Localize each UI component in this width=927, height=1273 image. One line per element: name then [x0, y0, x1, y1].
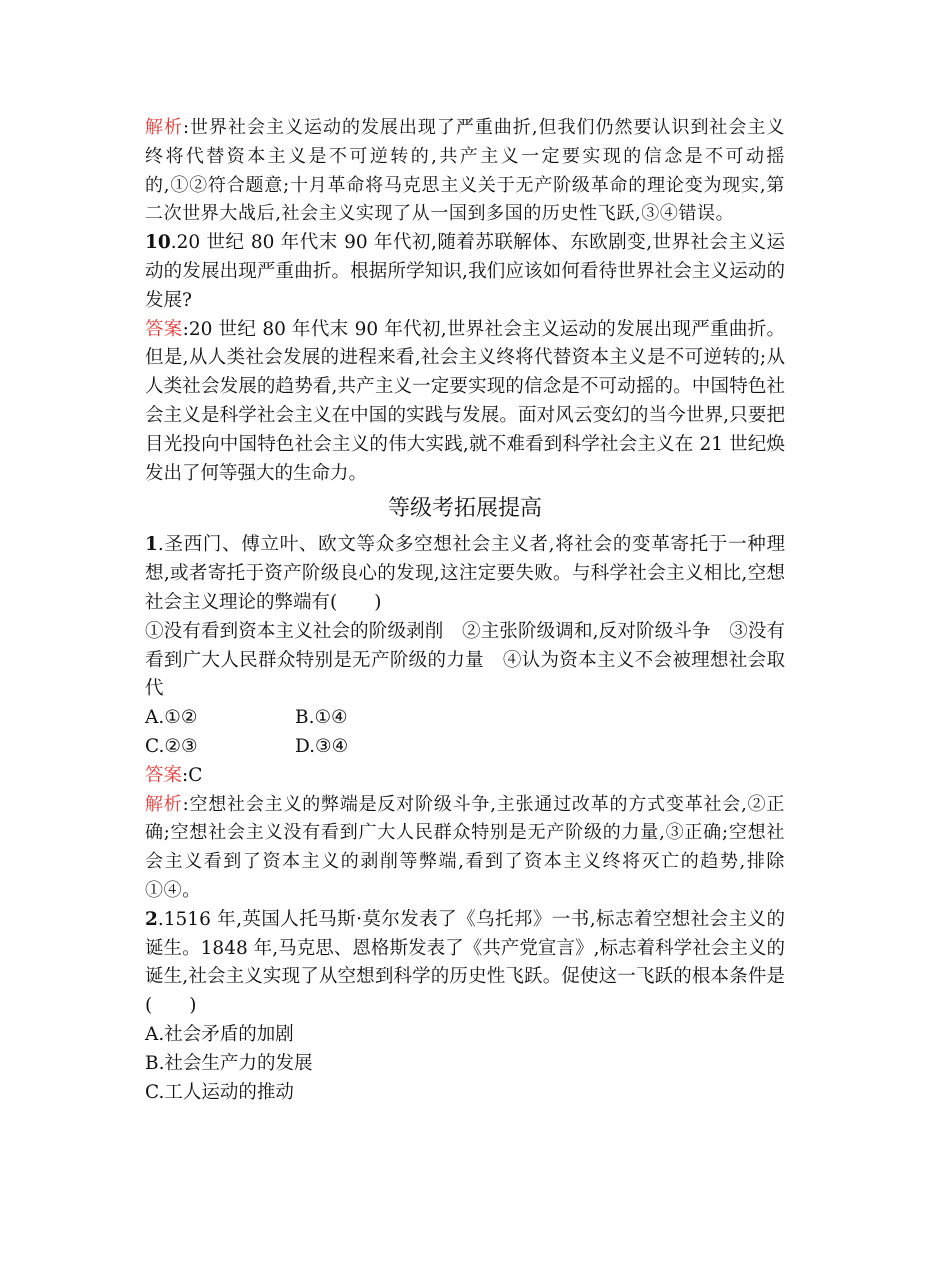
option-b: B.社会生产力的发展	[145, 1052, 313, 1074]
question-number: 10	[145, 232, 171, 254]
question-10	[145, 229, 785, 315]
question-1	[145, 531, 785, 617]
question-number: 2	[145, 908, 158, 930]
option-a: A.①②	[145, 707, 198, 729]
analysis-text: :空想社会主义的弊端是反对阶级斗争,主张通过改革的方式变革社会,②正确;空想社会主义没有看到广大人民群众特别是无产阶级的力量,③正确;空想社会主义看到了资本主义的剥削等弊端,看到了资本主义终将灭亡的趋势,排除①④。	[145, 793, 785, 901]
options-row-2	[145, 733, 785, 762]
section-heading: 等级考拓展提高	[387, 496, 542, 522]
question-number: 1	[145, 534, 158, 556]
analysis-label: 解析	[145, 117, 183, 138]
question-1-statements: ①没有看到资本主义社会的阶级剥削 ②主张阶级调和,反对阶级斗争 ③没有看到广大人民群众特别是无产阶级的力量 ④认为资本主义不会被理想社会取代	[145, 620, 785, 700]
option-d: D.③④	[295, 735, 349, 757]
option-a: A.社会矛盾的加剧	[145, 1023, 294, 1045]
document-page	[145, 114, 785, 1107]
question-text: .20 世纪 80 年代末 90 年代初,随着苏联解体、东欧剧变,世界社会主义运动的发展出现严重曲折。根据所学知识,我们应该如何看待世界社会主义运动的发展?	[145, 232, 785, 311]
answer-q1	[145, 762, 785, 791]
answer-label: 答案	[145, 764, 183, 786]
option-c: C.工人运动的推动	[145, 1081, 294, 1103]
option-c: C.②③	[145, 735, 198, 757]
analysis-label: 解析	[145, 793, 183, 815]
answer-label: 答案	[145, 318, 183, 340]
analysis-q9	[145, 114, 785, 229]
question-text: .圣西门、傅立叶、欧文等众多空想社会主义者,将社会的变革寄托于一种理想,或者寄托于资产阶级良心的发现,这注定要失败。与科学社会主义相比,空想社会主义理论的弊端有( )	[145, 534, 785, 613]
options-row-1	[145, 704, 785, 733]
answer-text: :C	[182, 764, 203, 786]
question-2	[145, 906, 785, 1021]
question-text: .1516 年,英国人托马斯·莫尔发表了《乌托邦》一书,标志着空想社会主义的诞生。1848 年,马克思、恩格斯发表了《共产党宣言》,标志着科学社会主义的诞生,社会主义实现了从空想到科学的历史性飞跃。促使这一飞跃的根本条件是( )	[145, 908, 785, 1017]
analysis-q1	[145, 791, 785, 906]
option-b: B.①④	[295, 707, 348, 729]
analysis-text: :世界社会主义运动的发展出现了严重曲折,但我们仍然要认识到社会主义终将代替资本主义是不可逆转的,共产主义一定要实现的信念是不可动摇的,①②符合题意;十月革命将马克思主义关于无产阶级革命的理论变为现实,第二次世界大战后,社会主义实现了从一国到多国的历史性飞跃,③④错误。	[145, 117, 785, 225]
answer-q10	[145, 316, 785, 489]
answer-text: :20 世纪 80 年代末 90 年代初,世界社会主义运动的发展出现严重曲折。但是,从人类社会发展的进程来看,社会主义终将代替资本主义是不可逆转的;从人类社会发展的趋势看,共产主义一定要实现的信念是不可动摇的。中国特色社会主义是科学社会主义在中国的实践与发展。面对风云变幻的当今世界,只要把目光投向中国特色社会主义的伟大实践,就不难看到科学社会主义在 21 世纪焕发出了何等强大的生命力。	[145, 318, 785, 484]
